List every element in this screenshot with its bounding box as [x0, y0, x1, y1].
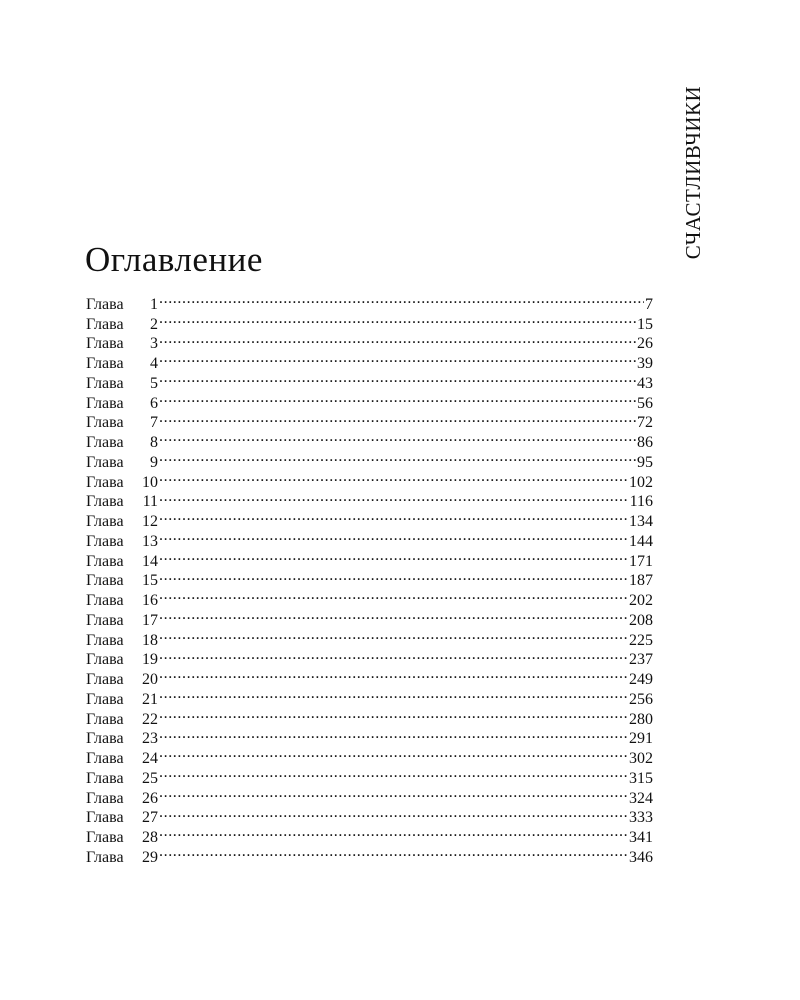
toc-entry-label: Глава — [86, 374, 124, 392]
dot-leader — [159, 289, 644, 309]
toc-entry-label: Глава — [86, 651, 124, 669]
toc-entry — [86, 605, 653, 629]
toc-entry-number: 23 — [142, 730, 158, 748]
toc-entry-label: Глава — [86, 295, 124, 313]
dot-leader — [159, 467, 628, 487]
toc-entry-number: 14 — [142, 552, 158, 570]
toc-entry — [86, 348, 653, 372]
dot-leader — [159, 842, 628, 862]
toc-entry-label: Глава — [86, 434, 124, 451]
toc-title: Оглавление — [85, 240, 263, 279]
toc-entry-number: 6 — [150, 394, 158, 412]
dot-leader — [159, 348, 636, 368]
toc-entry — [86, 309, 653, 333]
dot-leader — [159, 763, 628, 783]
toc-entry — [86, 743, 653, 767]
toc-entry-label: Глава — [86, 493, 124, 511]
toc-entry — [86, 427, 653, 451]
toc-entry-label: Глава — [86, 414, 124, 432]
toc-entry — [86, 803, 653, 827]
dot-leader — [159, 704, 628, 724]
dot-leader — [159, 664, 628, 684]
toc-entry — [86, 546, 653, 570]
toc-entry-page: 208 — [629, 611, 653, 629]
toc-entry-page: 43 — [637, 374, 653, 392]
toc-entry-label: Глава — [86, 532, 124, 550]
toc-entry-page: 39 — [637, 355, 653, 372]
toc-entry-page: 171 — [629, 552, 653, 570]
toc-entry-page: 15 — [637, 315, 653, 333]
toc-entry — [86, 408, 653, 432]
dot-leader — [159, 684, 628, 704]
toc-entry-number: 15 — [142, 572, 158, 590]
toc-entry-label: Глава — [86, 671, 124, 688]
toc-entry-page: 280 — [629, 710, 653, 728]
toc-entry-label: Глава — [86, 631, 124, 649]
toc-entry-page: 302 — [629, 750, 653, 767]
toc-entry-page: 72 — [637, 414, 653, 432]
toc-entry-page: 341 — [629, 829, 653, 846]
toc-entry-label: Глава — [86, 592, 124, 609]
toc-entry-label: Глава — [86, 809, 124, 827]
dot-leader — [159, 526, 628, 546]
toc-entry — [86, 783, 653, 807]
toc-entry-number: 11 — [142, 493, 158, 511]
dot-leader — [159, 368, 636, 388]
toc-entry-page: 7 — [645, 295, 653, 313]
table-of-contents — [86, 289, 653, 866]
dot-leader — [159, 447, 636, 467]
toc-entry — [86, 526, 653, 550]
toc-entry-page: 202 — [629, 592, 653, 609]
toc-entry-label: Глава — [86, 315, 124, 333]
toc-entry-page: 134 — [629, 513, 653, 530]
toc-entry-label: Глава — [86, 769, 124, 787]
toc-entry-page: 26 — [637, 335, 653, 353]
toc-entry-number: 24 — [142, 750, 158, 767]
toc-entry-page: 102 — [629, 473, 653, 491]
toc-entry-page: 95 — [637, 453, 653, 471]
toc-entry — [86, 664, 653, 688]
toc-entry-number: 4 — [150, 355, 158, 372]
toc-entry-number: 5 — [150, 374, 158, 392]
toc-entry — [86, 289, 653, 313]
toc-entry-number: 16 — [142, 592, 158, 609]
running-head — [668, 84, 720, 260]
toc-entry-page: 249 — [629, 671, 653, 688]
toc-entry-page: 144 — [629, 532, 653, 550]
dot-leader — [159, 408, 636, 428]
toc-entry — [86, 645, 653, 669]
toc-entry — [86, 506, 653, 530]
toc-entry-page: 116 — [629, 493, 653, 511]
toc-entry-number: 25 — [142, 769, 158, 787]
toc-entry-number: 21 — [142, 690, 158, 708]
toc-entry-label: Глава — [86, 453, 124, 471]
dot-leader — [159, 506, 628, 526]
toc-entry-label: Глава — [86, 572, 124, 590]
toc-entry-page: 187 — [629, 572, 653, 590]
toc-entry-number: 26 — [142, 789, 158, 807]
dot-leader — [159, 724, 628, 744]
dot-leader — [159, 605, 628, 625]
toc-entry-label: Глава — [86, 848, 124, 866]
toc-entry-number: 2 — [150, 315, 158, 333]
dot-leader — [159, 625, 628, 645]
toc-entry-page: 291 — [629, 730, 653, 748]
toc-entry-number: 18 — [142, 631, 158, 649]
toc-entry — [86, 368, 653, 392]
toc-entry-number: 9 — [150, 453, 158, 471]
toc-entry-label: Глава — [86, 730, 124, 748]
toc-entry-page: 225 — [629, 631, 653, 649]
toc-entry — [86, 704, 653, 728]
dot-leader — [159, 585, 628, 605]
toc-entry-label: Глава — [86, 513, 124, 530]
toc-entry — [86, 447, 653, 471]
running-head-text: СЧАСТЛИВЧИКИ — [681, 85, 706, 259]
toc-entry — [86, 388, 653, 412]
dot-leader — [159, 803, 628, 823]
toc-entry — [86, 842, 653, 866]
dot-leader — [159, 388, 636, 408]
dot-leader — [159, 487, 629, 507]
toc-entry-label: Глава — [86, 355, 124, 372]
toc-entry-number: 28 — [142, 829, 158, 846]
toc-entry — [86, 467, 653, 491]
toc-entry-number: 29 — [142, 848, 158, 866]
toc-entry-label: Глава — [86, 552, 124, 570]
toc-entry-page: 324 — [629, 789, 653, 807]
toc-entry — [86, 566, 653, 590]
toc-entry — [86, 763, 653, 787]
dot-leader — [159, 329, 636, 349]
toc-entry-number: 20 — [142, 671, 158, 688]
toc-entry-label: Глава — [86, 710, 124, 728]
toc-entry-page: 237 — [629, 651, 653, 669]
toc-entry-label: Глава — [86, 750, 124, 767]
dot-leader — [159, 743, 628, 763]
dot-leader — [159, 427, 636, 447]
dot-leader — [159, 822, 628, 842]
toc-entry-page: 86 — [637, 434, 653, 451]
toc-entry-number: 1 — [150, 295, 158, 313]
toc-entry-number: 19 — [142, 651, 158, 669]
toc-entry-page: 56 — [637, 394, 653, 412]
dot-leader — [159, 309, 636, 329]
toc-entry-label: Глава — [86, 394, 124, 412]
toc-entry-page: 346 — [629, 848, 653, 866]
toc-entry-number: 12 — [142, 513, 158, 530]
toc-entry — [86, 329, 653, 353]
toc-entry-number: 27 — [142, 809, 158, 827]
toc-entry — [86, 487, 653, 511]
dot-leader — [159, 546, 628, 566]
dot-leader — [159, 645, 628, 665]
toc-entry-page: 315 — [629, 769, 653, 787]
toc-entry-number: 17 — [142, 611, 158, 629]
toc-entry — [86, 822, 653, 846]
toc-entry-number: 10 — [142, 473, 158, 491]
toc-entry-number: 22 — [142, 710, 158, 728]
toc-entry — [86, 724, 653, 748]
toc-entry-number: 3 — [150, 335, 158, 353]
toc-entry — [86, 684, 653, 708]
toc-entry-page: 333 — [629, 809, 653, 827]
toc-entry-label: Глава — [86, 690, 124, 708]
toc-entry-label: Глава — [86, 829, 124, 846]
toc-entry-number: 7 — [150, 414, 158, 432]
toc-entry-number: 8 — [150, 434, 158, 451]
toc-entry-label: Глава — [86, 611, 124, 629]
toc-entry-page: 256 — [629, 690, 653, 708]
dot-leader — [159, 566, 628, 586]
toc-entry-label: Глава — [86, 789, 124, 807]
toc-entry-label: Глава — [86, 335, 124, 353]
toc-entry — [86, 625, 653, 649]
toc-entry-number: 13 — [142, 532, 158, 550]
dot-leader — [159, 783, 628, 803]
toc-entry-label: Глава — [86, 473, 124, 491]
toc-entry — [86, 585, 653, 609]
